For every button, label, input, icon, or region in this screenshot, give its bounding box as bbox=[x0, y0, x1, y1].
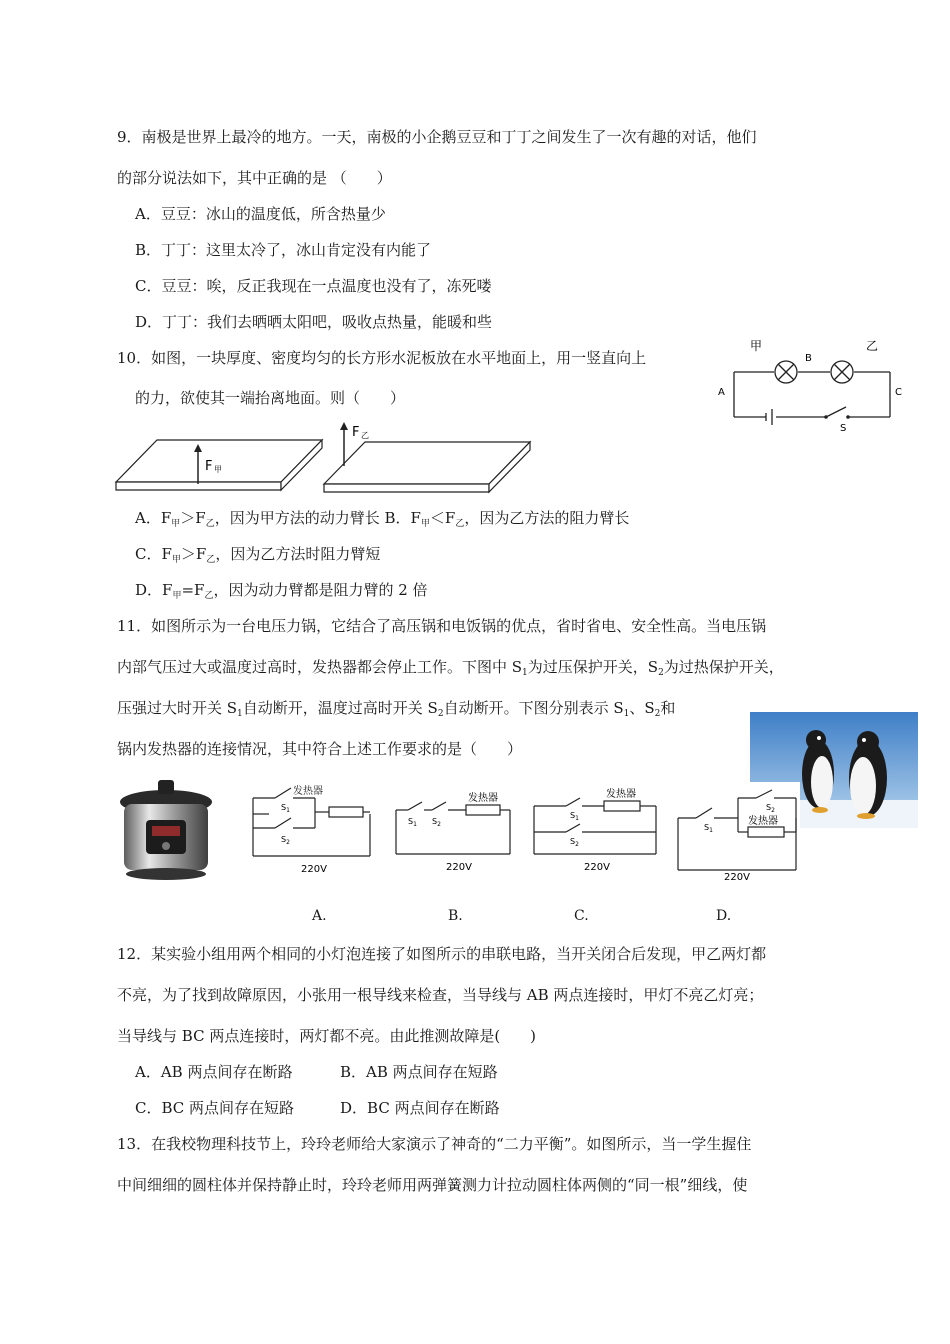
q13-stem-line1: 13．在我校物理科技节上，玲玲老师给大家演示了神奇的“二力平衡”。如图所示，当一学生握住 bbox=[117, 1135, 752, 1153]
circuit-option-a bbox=[245, 784, 380, 880]
s1-label-d-sub: 1 bbox=[709, 827, 713, 834]
circuit-option-d bbox=[672, 784, 802, 882]
q9-stem-line1: 9．南极是世界上最冷的地方。一天，南极的小企鹅豆豆和丁丁之间发生了一次有趣的对话，他们 bbox=[117, 128, 757, 146]
q13-stem-line2: 中间细细的圆柱体并保持静止时，玲玲老师用两弹簧测力计拉动圆柱体两侧的“同一根”细线，使 bbox=[117, 1176, 748, 1194]
q9-option-b: B．丁丁：这里太冷了，冰山肯定没有内能了 bbox=[135, 241, 432, 259]
q12-stem-line1: 12．某实验小组用两个相同的小灯泡连接了如图所示的串联电路，当开关闭合后发现，甲乙两灯都 bbox=[117, 945, 767, 963]
s1-label-a: $S_1$ bbox=[281, 803, 290, 814]
lamp-jia-label: 甲 bbox=[750, 339, 763, 353]
force-jia-sub: 甲 bbox=[214, 465, 222, 474]
q10-stem-line1: 10．如图，一块厚度、密度均匀的长方形水泥板放在水平地面上，用一竖直向上 bbox=[117, 349, 647, 367]
heater-label-b: 发热器 bbox=[468, 793, 498, 804]
s2-label-b: $S_2$ bbox=[432, 817, 441, 828]
voltage-label-a: 220V bbox=[301, 864, 327, 875]
q10-option-a-b: A．$F_甲>F_乙$，因为甲方法的动力臂长 B．$F_甲<F_乙$，因为乙方法的阻力臂长 bbox=[135, 509, 630, 529]
force-yi-sub: 乙 bbox=[361, 431, 369, 440]
point-b-label: B bbox=[805, 353, 812, 364]
s1-label-c-sub: 1 bbox=[575, 815, 579, 822]
series-circuit-diagram bbox=[712, 335, 912, 435]
q10-option-c: C．$F_甲>F_乙$，因为乙方法时阻力臂短 bbox=[135, 545, 381, 565]
q10-option-d: D．$F_甲=F_乙$，因为动力臂都是阻力臂的 2 倍 bbox=[135, 581, 428, 601]
q11-stem-line2: 内部气压过大或温度过高时，发热器都会停止工作。下图中 $S_1$为过压保护开关，$S_2$为过热保护开关， bbox=[117, 658, 784, 678]
s2-label-c: $S_2$ bbox=[570, 837, 579, 848]
circuit-option-c bbox=[530, 786, 662, 880]
q11-stem-line4: 锅内发热器的连接情况，其中符合上述工作要求的是（ ） bbox=[117, 740, 523, 758]
switch-s-label: S bbox=[840, 423, 847, 434]
lamp-yi-label: 乙 bbox=[866, 339, 879, 353]
pressure-cooker-image bbox=[112, 776, 220, 884]
heater-label-a: 发热器 bbox=[293, 786, 323, 797]
q11-stem-line3: 压强过大时开关 $S_1$自动断开，温度过高时开关 $S_2$自动断开。下图分别表示 $S_1$、$S_2$和 bbox=[117, 699, 676, 719]
q12-stem-line3: 当导线与 BC 两点连接时，两灯都不亮。由此推测故障是( ) bbox=[117, 1027, 537, 1045]
s1-label-b-sub: 1 bbox=[413, 821, 417, 828]
q12-stem-line2: 不亮，为了找到故障原因，小张用一根导线来检查，当导线与 AB 两点连接时，甲灯不亮乙灯亮； bbox=[117, 986, 764, 1004]
circuit-option-b bbox=[388, 790, 520, 880]
q10-stem-line2: 的力，欲使其一端抬离地面。则（ ） bbox=[135, 389, 406, 407]
s2-label-a-sub: 2 bbox=[286, 839, 290, 846]
q9-stem-line2: 的部分说法如下，其中正确的是 （ ） bbox=[117, 169, 392, 187]
s2-label-b-sub: 2 bbox=[437, 821, 441, 828]
s2-label-d: $S_2$ bbox=[766, 803, 775, 814]
s2-label-c-sub: 2 bbox=[575, 841, 579, 848]
voltage-label-b: 220V bbox=[446, 862, 472, 873]
q12-option-c: C．BC 两点间存在短路 bbox=[135, 1099, 295, 1117]
q12-option-d: D．BC 两点间存在断路 bbox=[340, 1099, 500, 1117]
heater-label-d: 发热器 bbox=[748, 816, 778, 827]
force-jia-label: F bbox=[205, 459, 213, 474]
q12-option-b: B．AB 两点间存在短路 bbox=[340, 1063, 498, 1081]
s1-label-d: $S_1$ bbox=[704, 823, 713, 834]
q11-stem-line1: 11．如图所示为一台电压力锅，它结合了高压锅和电饭锅的优点，省时省电、安全性高。当电压锅 bbox=[117, 617, 767, 635]
voltage-label-c: 220V bbox=[584, 862, 610, 873]
heater-label-c: 发热器 bbox=[606, 789, 636, 800]
choice-label-a: A. bbox=[312, 908, 327, 924]
s1-label-b: $S_1$ bbox=[408, 817, 417, 828]
q9-option-c: C．豆豆：唉，反正我现在一点温度也没有了，冻死喽 bbox=[135, 277, 492, 295]
q12-option-a: A．AB 两点间存在断路 bbox=[135, 1063, 293, 1081]
q9-option-a: A．豆豆：冰山的温度低，所含热量少 bbox=[135, 205, 386, 223]
point-c-label: C bbox=[895, 387, 902, 398]
force-yi-label: F bbox=[352, 425, 360, 440]
voltage-label-d: 220V bbox=[724, 872, 750, 882]
choice-label-b: B. bbox=[448, 908, 463, 924]
s1-label-c: $S_1$ bbox=[570, 811, 579, 822]
point-a-label: A bbox=[718, 387, 725, 398]
s2-label-a: $S_2$ bbox=[281, 835, 290, 846]
choice-label-c: C. bbox=[574, 908, 589, 924]
concrete-slab-figure bbox=[112, 418, 542, 500]
s1-label-a-sub: 1 bbox=[286, 807, 290, 814]
choice-label-d: D. bbox=[716, 908, 732, 924]
q9-option-d: D．丁丁：我们去晒晒太阳吧，吸收点热量，能暖和些 bbox=[135, 313, 493, 331]
s2-label-d-sub: 2 bbox=[771, 807, 775, 814]
